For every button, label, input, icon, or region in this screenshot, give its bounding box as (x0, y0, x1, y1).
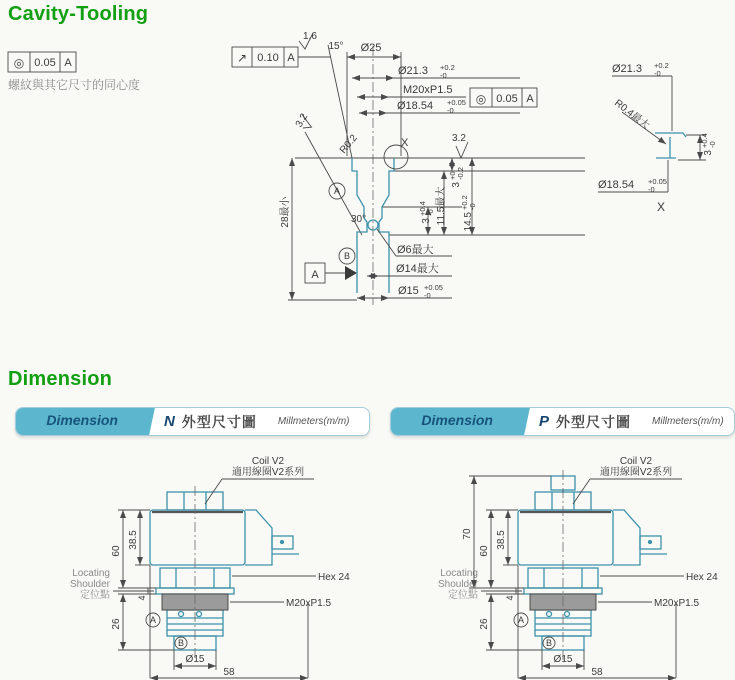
panel-header-n (15, 407, 370, 436)
detail-d213-label (612, 61, 669, 78)
valve-p-datum-b (543, 637, 555, 649)
panel-tab-n (15, 407, 155, 436)
svg-text:+0: +0 (448, 171, 457, 180)
svg-text:A: A (526, 93, 534, 105)
locating-label-p-1: Locating (440, 568, 478, 579)
concentricity-note: 螺紋與其它尺寸的同心度 (8, 78, 141, 92)
d213-label (398, 63, 455, 80)
d15-label (398, 283, 443, 300)
valve-p-datum-a (514, 613, 528, 627)
svg-text:B: B (343, 251, 351, 261)
svg-text:-0.2: -0.2 (456, 167, 465, 180)
svg-text:Ø21.3: Ø21.3 (398, 65, 428, 77)
svg-text:3: 3 (451, 182, 462, 188)
r02-label (338, 132, 360, 156)
detail-r04-label (612, 96, 652, 132)
units-label-n: Millmeters(m/m) (277, 416, 350, 427)
dimension-heading: Dimension (8, 368, 113, 390)
concentricity-icon: ◎ (13, 56, 25, 70)
valve-n-body (150, 492, 299, 650)
svg-text:+0.2: +0.2 (654, 61, 669, 70)
dim-70-p: 70 (462, 528, 473, 540)
svg-text:+0.4: +0.4 (418, 201, 427, 216)
panel-tab-n-label: Dimension (46, 412, 118, 428)
detail-dim3-label (700, 133, 717, 155)
svg-text:28最小: 28最小 (280, 196, 291, 228)
type-code-p: P (539, 413, 550, 430)
dim-385-p: 38.5 (496, 530, 507, 550)
thread-label-n: M20xP1.5 (286, 598, 332, 609)
svg-text:Ø18.54: Ø18.54 (598, 179, 635, 191)
dim-d15-p: Ø15 (553, 654, 573, 665)
dim-4-p: 4 (505, 595, 515, 601)
roughness-icon-top (299, 31, 317, 49)
svg-text:-0: -0 (654, 69, 661, 78)
svg-text:0.05: 0.05 (496, 93, 518, 105)
gdt-left-datum: A (64, 57, 72, 69)
dim-60-p: 60 (479, 545, 490, 557)
dim-4-n: 4 (137, 595, 147, 601)
dim115-label (434, 187, 447, 226)
cavity-tooling-drawing (0, 30, 735, 365)
svg-text:R0.4最大: R0.4最大 (612, 97, 652, 132)
svg-text:-0: -0 (468, 203, 477, 210)
hex-label-n: Hex 24 (318, 572, 350, 583)
concentricity-icon: ◎ (475, 92, 487, 106)
valve-n-dimensions (118, 510, 174, 650)
gdt-top-datum: A (287, 52, 295, 64)
svg-text:A: A (333, 186, 341, 196)
roughness-icon-left (294, 111, 316, 132)
hex-label-p: Hex 24 (686, 572, 718, 583)
svg-text:A: A (149, 615, 157, 625)
valve-p-drawing (438, 456, 718, 678)
gdt-frame-concentricity (8, 52, 76, 72)
detail-x-view-mark: X (657, 200, 666, 214)
svg-text:+0.05: +0.05 (424, 283, 443, 292)
detail-profile (655, 133, 686, 158)
d14-label: Ø14最大 (396, 263, 439, 275)
type-label-n: 外型尺寸圖 (181, 413, 257, 430)
panel-tab-p-label: Dimension (421, 412, 493, 428)
coil-label-p-2: 適用線圈V2系列 (599, 467, 673, 478)
rough-left-label: 3.2 (293, 111, 311, 130)
panel-header-n-right (164, 408, 369, 435)
svg-text:11.5最大: 11.5最大 (436, 186, 447, 226)
locating-label-p-2: Shoulder (437, 579, 478, 590)
svg-text:+0.05: +0.05 (447, 98, 466, 107)
svg-text:R0.2: R0.2 (337, 132, 360, 156)
svg-text:-0: -0 (648, 185, 655, 194)
valve-n-datum-a (146, 613, 160, 627)
gdt-frame-thread (470, 88, 537, 107)
gdt-left-value: 0.05 (34, 57, 56, 69)
valve-outline-drawings (0, 445, 735, 680)
svg-text:-0: -0 (440, 71, 447, 80)
svg-text:Ø15: Ø15 (398, 285, 419, 297)
datum-b-balloon (339, 248, 355, 264)
type-code-n: N (164, 413, 175, 430)
datum-a-balloon (329, 183, 345, 199)
valve-n-datum-b (175, 637, 187, 649)
roughness-icon-right (452, 133, 468, 158)
dim-60-n: 60 (111, 545, 122, 557)
dim145-label (460, 195, 477, 231)
dim-26-p: 26 (479, 618, 490, 630)
datum-a-flag (305, 263, 357, 283)
angle30-label: 30° (351, 214, 367, 225)
panel-header-p (390, 407, 735, 436)
svg-text:Ø21.3: Ø21.3 (612, 63, 642, 75)
d6-label: Ø6最大 (397, 244, 434, 256)
d25-label: Ø25 (360, 42, 382, 54)
svg-text:-0: -0 (424, 291, 431, 300)
coil-label-n-1: Coil V2 (251, 456, 285, 467)
dim-58-p: 58 (591, 667, 603, 678)
svg-text:B: B (177, 638, 185, 648)
svg-text:14.5: 14.5 (463, 212, 474, 232)
svg-text:+0.05: +0.05 (648, 177, 667, 186)
svg-text:3: 3 (703, 150, 714, 156)
thread-label: M20xP1.5 (403, 84, 453, 96)
thread-label-p: M20xP1.5 (654, 598, 700, 609)
detail-x-mark: X (401, 137, 409, 149)
units-label-p: Millmeters(m/m) (652, 416, 724, 427)
dim3-lip-label (448, 167, 465, 188)
locating-label-n-3: 定位點 (80, 590, 110, 601)
svg-text:+0.2: +0.2 (440, 63, 455, 72)
dim-385-n: 38.5 (128, 530, 139, 550)
detail-x-view (598, 61, 717, 214)
d1854-label (397, 98, 466, 115)
dim-26-n: 26 (111, 618, 122, 630)
coil-label-n-2: 適用線圈V2系列 (231, 467, 305, 478)
valve-n-drawing (70, 456, 350, 678)
dim-d15-n: Ø15 (185, 654, 205, 665)
type-label-p: 外型尺寸圖 (556, 413, 632, 430)
svg-text:A: A (517, 615, 525, 625)
coil-label-p-1: Coil V2 (619, 456, 653, 467)
svg-text:-0: -0 (447, 106, 454, 115)
locating-label-n-1: Locating (72, 568, 110, 579)
dim28-label (278, 195, 291, 227)
gdt-top-value: 0.10 (257, 52, 279, 64)
svg-text:3: 3 (421, 218, 432, 224)
panel-tab-p (390, 407, 530, 436)
panel-header-p-right (539, 408, 734, 435)
rough-top-label: 1.6 (303, 31, 317, 42)
dim3-seat-label (418, 201, 435, 223)
cavity-tooling-heading: Cavity-Tooling (8, 3, 149, 25)
detail-d1854-label (598, 177, 667, 194)
valve-p-body (518, 476, 667, 650)
locating-label-p-3: 定位點 (448, 590, 478, 601)
svg-text:+0.2: +0.2 (460, 195, 469, 210)
angle15-label: 15° (328, 41, 344, 52)
svg-text:A: A (311, 269, 319, 281)
svg-text:Ø18.54: Ø18.54 (397, 100, 434, 112)
svg-text:-0: -0 (426, 209, 435, 216)
svg-text:+0.4: +0.4 (700, 133, 709, 148)
dim-58-n: 58 (223, 667, 235, 678)
rough-right-label: 3.2 (452, 133, 466, 144)
svg-text:B: B (545, 638, 553, 648)
runout-arrow-icon: ↗ (236, 51, 248, 65)
gdt-frame-runout (232, 47, 331, 67)
locating-label-n-2: Shoulder (69, 579, 110, 590)
svg-text:-0: -0 (708, 141, 717, 148)
